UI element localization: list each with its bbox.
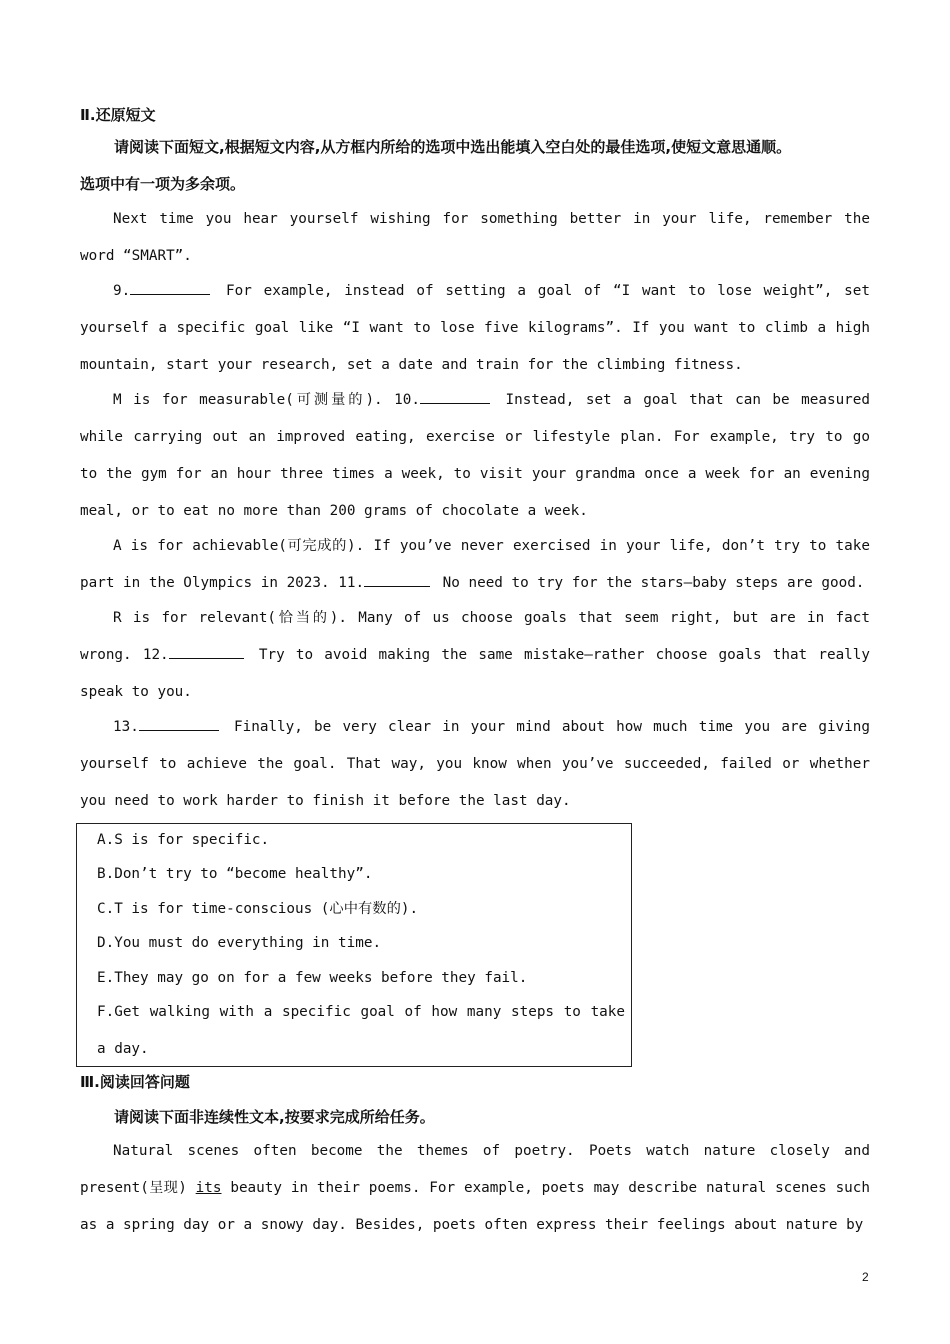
- section-3-instruction-line: 请阅读下面非连续性文本,按要求完成所给任务。: [114, 1108, 435, 1126]
- underlined-word: its: [195, 1180, 222, 1196]
- section-3-text-start: Natural scenes often become the themes of poetry. Poets watch nature closely and present(呈现): [80, 1143, 870, 1196]
- option-e: E.They may go on for a few weeks before they fail.: [97, 970, 528, 986]
- section-3-instructions: [80, 1099, 870, 1136]
- intro-paragraph: Next time you hear yourself wishing for something better in your life, remember the word “SMART”.: [80, 211, 870, 264]
- section-3-text-end: beauty in their poems. For example, poets may describe natural scenes such as a spring day or a snowy day. Besides, poets often express their feelings about nature by: [80, 1180, 870, 1233]
- section-2-instructions: [80, 129, 870, 203]
- question-number-9: 9.: [113, 283, 131, 299]
- section-3-paragraph: [80, 1133, 870, 1244]
- option-f: F.Get walking with a specific goal of how many steps to take a day.: [97, 1004, 625, 1057]
- question-number-13: 13.: [113, 719, 139, 735]
- paragraph-11-lead: A is for achievable(可完成的). If you’ve never exercised in your life, don’t try to take part in the Olympics in 2023. 11.: [80, 538, 870, 591]
- paragraph-11-text: No need to try for the stars—baby steps are good.: [434, 575, 865, 591]
- paragraph-9: [80, 273, 870, 384]
- option-d: D.You must do everything in time.: [97, 935, 382, 951]
- answer-blank-9[interactable]: [130, 279, 210, 295]
- section-2-heading: Ⅱ.还原短文: [80, 106, 156, 124]
- option-b: B.Don’t try to “become healthy”.: [97, 866, 373, 882]
- instruction-line-1: 请阅读下面短文,根据短文内容,从方框内所给的选项中选出能填入空白处的最佳选项,使短文意思通顺。: [114, 138, 792, 156]
- option-c: C.T is for time-conscious (心中有数的).: [97, 901, 419, 917]
- paragraph-10-lead: M is for measurable(可测量的). 10.: [113, 392, 420, 408]
- page-number: 2: [862, 1270, 869, 1284]
- answer-blank-11[interactable]: [364, 571, 430, 587]
- answer-blank-10[interactable]: [420, 388, 490, 404]
- option-a: A.S is for specific.: [97, 832, 270, 848]
- options-box: [76, 823, 632, 1067]
- paragraph-12-lead: R is for relevant(恰当的). Many of us choose goals that seem right, but are in fact wrong. 12.: [80, 610, 870, 663]
- paragraph-13-text: Finally, be very clear in your mind about how much time you are giving yourself to achieve the goal. That way, you know when you’ve succeeded, failed or whether you need to work harder to finish it before the last day.: [80, 719, 870, 809]
- paragraph-12: [80, 600, 870, 711]
- paragraph-11: [80, 528, 870, 602]
- section-3-heading: Ⅲ.阅读回答问题: [80, 1073, 190, 1091]
- answer-blank-12[interactable]: [169, 643, 244, 659]
- paragraph-12-text: Try to avoid making the same mistake—rather choose goals that really speak to you.: [80, 647, 871, 700]
- paragraph-10-text: Instead, set a goal that can be measured while carrying out an improved eating, exercise or lifestyle plan. For example, try to go to the gym for an hour three times a week, to visit your grandma once a week for an evening meal, or to eat no more than 200 grams of chocolate a week.: [80, 392, 871, 519]
- instruction-line-2: 选项中有一项为多余项。: [80, 175, 246, 193]
- paragraph-9-text: For example, instead of setting a goal of “I want to lose weight”, set yourself a specific goal like “I want to lose five kilograms”. If you want to climb a high mountain, start your research, set a date and train for the climbing fitness.: [80, 283, 870, 373]
- answer-blank-13[interactable]: [139, 715, 219, 731]
- paragraph-10: [80, 382, 870, 530]
- paragraph-13: [80, 709, 870, 820]
